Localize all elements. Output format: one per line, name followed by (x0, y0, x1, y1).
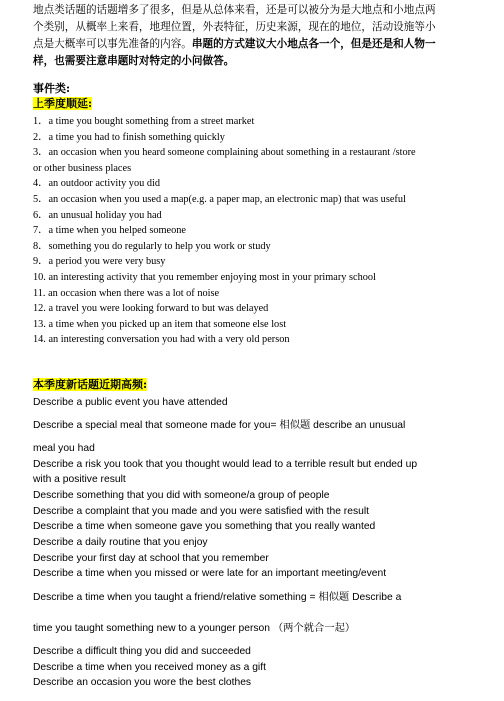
new-topics-heading (33, 378, 147, 392)
last-season-heading-text: 上季度顺延: (33, 97, 93, 110)
topic-item: Describe something that you did with someone/a group of people (33, 490, 330, 501)
intro-bold-text: 串题的方式建议大小地点各一个，但是还是和人物一 (191, 38, 436, 50)
topic-item: Describe a risk you took that you thought would lead to a terrible result but ended up (33, 459, 418, 470)
intro-line (33, 36, 473, 53)
topic-item: Describe a time when you received money as a gift (33, 662, 266, 673)
intro-paragraph (33, 2, 473, 70)
list-item: 7．a time when you helped someone (33, 225, 186, 237)
events-heading: 事件类: (33, 82, 71, 95)
topic-item: Describe a special meal that someone made for you= 相似题 describe an unusual (33, 420, 406, 431)
topic-item: Describe a public event you have attended (33, 397, 228, 408)
list-item: 10. an interesting activity that you remember enjoying most in your primary school (33, 271, 376, 283)
list-item: 11. an occasion when there was a lot of noise (33, 287, 220, 299)
topic-item: Describe a daily routine that you enjoy (33, 537, 208, 548)
list-item: 14. an interesting conversation you had with a very old person (33, 334, 290, 346)
list-item: 12. a travel you were looking forward to but was delayed (33, 303, 269, 315)
topic-item: Describe a time when someone gave you something that you really wanted (33, 521, 376, 532)
topic-item: Describe a time when you missed or were late for an important meeting/event (33, 568, 387, 579)
new-topics-heading-text: 本季度新话题近期高频: (33, 378, 148, 391)
topic-item: Describe a difficult thing you did and succeeded (33, 646, 251, 657)
intro-line: 地点类话题的话题增多了很多，但是从总体来看，还是可以被分为是大地点和小地点两 (33, 4, 436, 16)
list-item: 8．something you do regularly to help you work or study (33, 240, 271, 252)
topic-item-continued: with a positive result (33, 474, 126, 485)
intro-bold-line: 样，也需要注意串题时对特定的小问做答。 (33, 55, 235, 67)
topic-item-continued: time you taught something new to a younger person （两个就合一起） (33, 623, 356, 634)
topic-item-continued: meal you had (33, 443, 95, 454)
list-item: 3．an occasion when you heard someone complaining about something in a restaurant /store (33, 147, 416, 159)
list-item: 4．an outdoor activity you did (33, 178, 160, 190)
list-item: 5．an occasion when you used a map(e.g. a paper map, an electronic map) that was useful (33, 193, 406, 205)
intro-text: 点是大概率可以事先准备的内容。 (33, 38, 192, 50)
topic-item: Describe a complaint that you made and you were satisfied with the result (33, 506, 369, 517)
list-item: or other business places (33, 162, 132, 174)
topic-item: Describe an occasion you wore the best clothes (33, 677, 252, 688)
topic-item: Describe your first day at school that you remember (33, 553, 269, 564)
last-season-list (33, 114, 473, 348)
topic-item: Describe a time when you taught a friend/relative something = 相似题 Describe a (33, 592, 402, 603)
list-item: 13. a time when you picked up an item that someone else lost (33, 318, 287, 330)
list-item: 1．a time you bought something from a street market (33, 116, 255, 127)
list-item: 6．an unusual holiday you had (33, 209, 162, 221)
list-item: 2．a time you had to finish something quickly (33, 131, 225, 143)
last-season-heading (33, 97, 92, 111)
intro-line: 个类别，从概率上来看，地理位置，外表特征，历史来源，现在的地位，活动设施等小 (33, 21, 436, 33)
list-item: 9．a period you were very busy (33, 256, 166, 268)
